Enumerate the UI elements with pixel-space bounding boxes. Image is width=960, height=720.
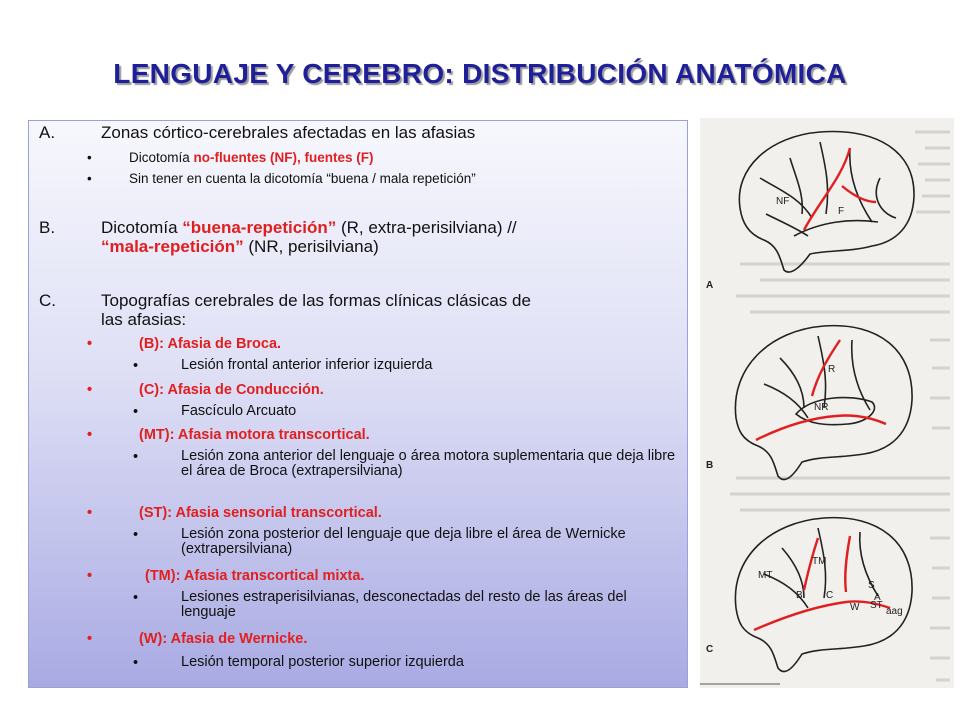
brain-c (735, 518, 912, 672)
slide-title: LENGUAJE Y CEREBRO: DISTRIBUCIÓN ANATÓMICA (113, 58, 847, 89)
aphasia-heading: (ST): Afasia sensorial transcortical. (139, 505, 382, 521)
content-panel (28, 120, 688, 688)
label-a-area: A (874, 592, 881, 603)
brain-figure (700, 118, 954, 688)
bullet-icon: • (87, 171, 92, 186)
label-f: F (838, 206, 845, 217)
aphasia-item-broca (29, 336, 687, 354)
brain-a-labels (706, 196, 844, 291)
bullet-icon: • (133, 449, 139, 465)
label-tm: TM (812, 556, 827, 567)
label-s: S (868, 580, 875, 591)
bullet-icon: • (87, 631, 93, 647)
bullet-icon: • (87, 382, 93, 398)
bullet-icon: • (87, 150, 92, 165)
bullet-icon: • (133, 655, 139, 671)
panel-label-a: A (706, 280, 714, 291)
aphasia-item-conduccion (29, 382, 687, 400)
aphasia-item-sensorial-transcortical (29, 505, 687, 523)
label-mt: MT (758, 570, 773, 581)
bullet-icon: • (87, 336, 93, 352)
section-c-letter: C. (39, 291, 56, 310)
label-c-area: C (826, 590, 834, 601)
brain-b-labels (706, 364, 835, 471)
section-c (29, 291, 687, 333)
aphasia-detail-transcortical-mixta (29, 590, 687, 624)
label-st: ST (870, 600, 883, 611)
bullet-icon: • (87, 427, 93, 443)
label-w: W (850, 602, 860, 613)
aphasia-detail-conduccion (29, 404, 687, 422)
bullet-icon: • (87, 568, 93, 584)
aphasia-detail-broca (29, 358, 687, 376)
section-a-bullet-2-text: Sin tener en cuenta la dicotomía “buena / mala repetición” (129, 171, 476, 186)
section-a-letter: A. (39, 123, 56, 142)
section-a-bullet-1-text: Dicotomía no-fluentes (NF), fuentes (F) (129, 150, 374, 165)
label-nf: NF (776, 196, 790, 207)
section-a-text: Zonas córtico-cerebrales afectadas en las afasias (101, 123, 476, 142)
aphasia-detail-motora-transcortical (29, 449, 687, 499)
bullet-icon: • (133, 404, 139, 420)
bullet-icon: • (133, 358, 139, 374)
aphasia-heading: (W): Afasia de Wernicke. (139, 631, 308, 647)
section-b (29, 218, 687, 260)
aphasia-detail: Lesión frontal anterior inferior izquierda (181, 357, 433, 373)
aphasia-heading: (C): Afasia de Conducción. (139, 382, 324, 398)
aphasia-heading: (TM): Afasia transcortical mixta. (145, 568, 365, 584)
panel-label-b: B (706, 460, 714, 471)
bullet-icon: • (87, 505, 93, 521)
brain-a-red-lines (804, 148, 876, 230)
section-b-letter: B. (39, 218, 56, 237)
bullet-icon: • (133, 590, 139, 606)
bullet-icon: • (133, 527, 139, 543)
aphasia-detail-wernicke (29, 655, 687, 673)
brain-diagrams-svg (700, 118, 954, 688)
aphasia-detail: Lesión zona posterior del lenguaje que deja libre el área de Wernicke (extrapersilviana) (181, 526, 626, 557)
section-a (29, 123, 687, 145)
brain-a (739, 132, 914, 272)
aphasia-detail: Lesión temporal posterior superior izquierda (181, 654, 464, 670)
aphasia-detail: Fascículo Arcuato (181, 403, 297, 419)
section-c-text: Topografías cerebrales de las formas clínicas clásicas de las afasias: (101, 291, 531, 329)
label-aag: aag (886, 606, 903, 617)
panel-label-c: C (706, 644, 714, 655)
aphasia-detail: Lesión zona anterior del lenguaje o área motora suplementaria que deja libre el área de Broca (extrapersilviana) (181, 448, 676, 479)
section-a-bullet-1 (29, 150, 687, 168)
section-a-bullet-2 (29, 171, 687, 189)
label-b-area: B (796, 590, 803, 601)
label-nr: NR (814, 402, 829, 413)
aphasia-heading: (B): Afasia de Broca. (139, 336, 282, 352)
aphasia-heading: (MT): Afasia motora transcortical. (139, 427, 370, 443)
section-b-text: Dicotomía “buena-repetición” (R, extra-perisilviana) // “mala-repetición” (NR, perisilviana) (101, 218, 517, 256)
aphasia-item-wernicke (29, 631, 687, 649)
aphasia-detail-sensorial-transcortical (29, 527, 687, 561)
aphasia-item-motora-transcortical (29, 427, 687, 445)
aphasia-item-transcortical-mixta (29, 568, 687, 586)
label-r: R (828, 364, 836, 375)
aphasia-detail: Lesiones estraperisilvianas, desconectadas del resto de las áreas del lenguaje (181, 589, 627, 620)
